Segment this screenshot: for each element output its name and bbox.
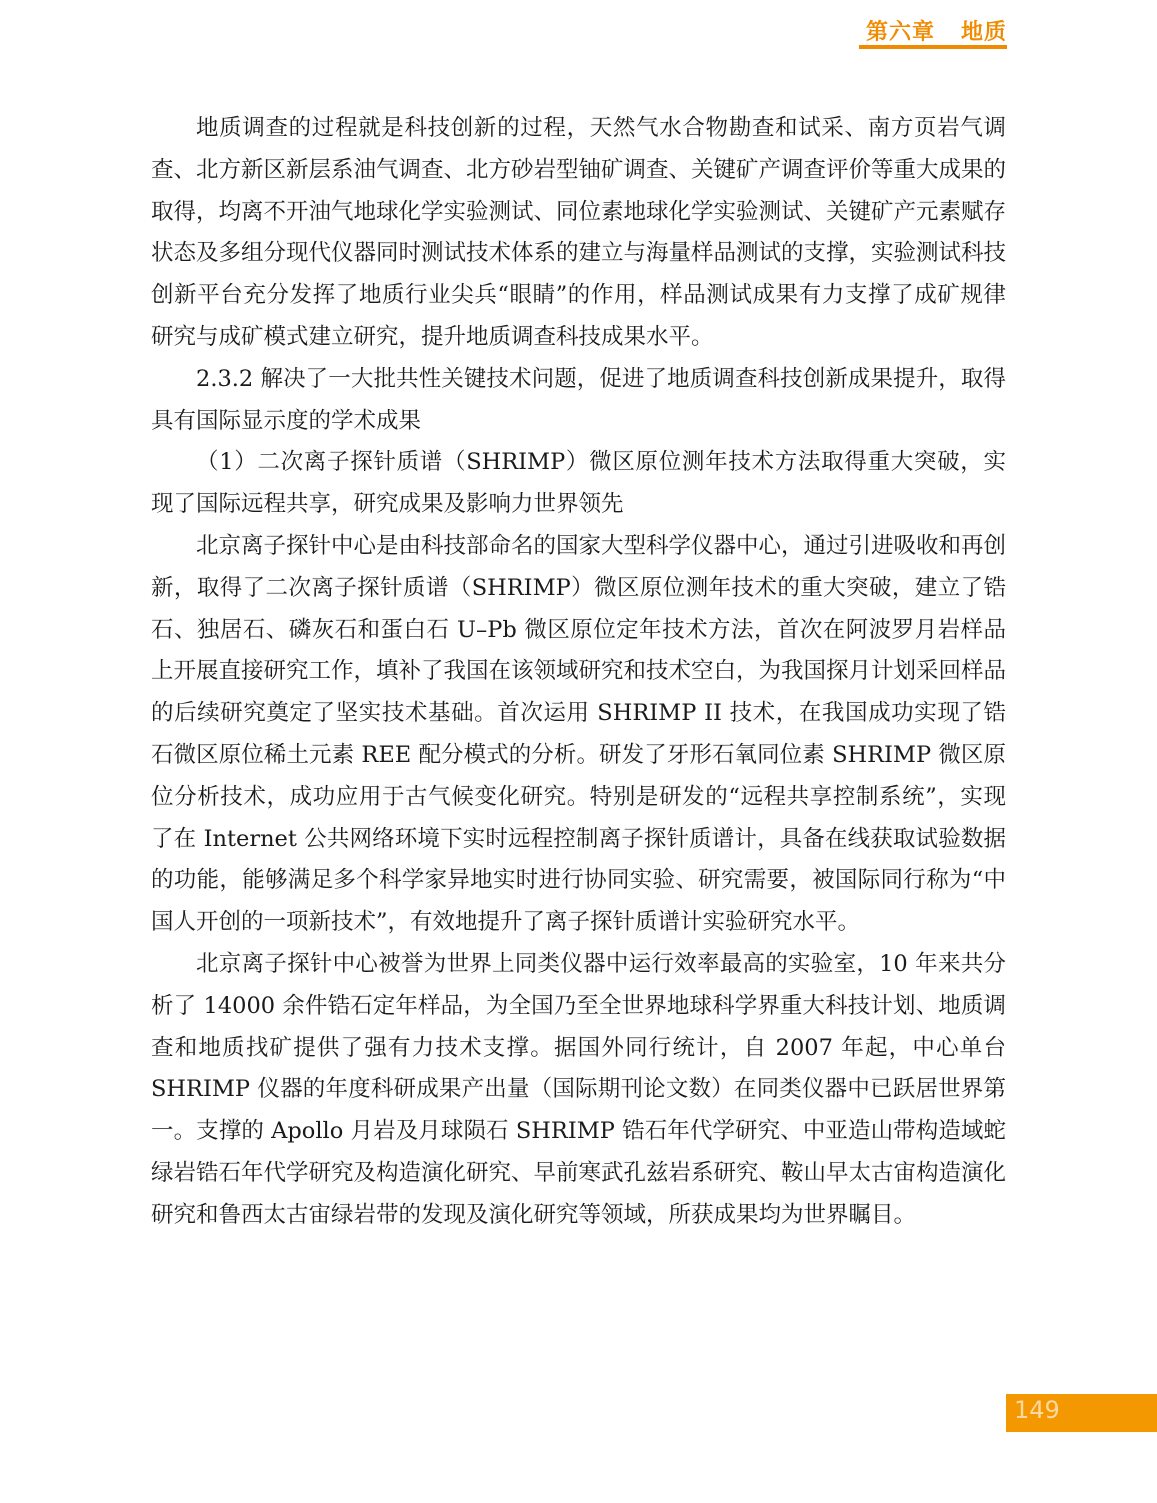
paragraph-shrimp: 北京离子探针中心是由科技部命名的国家大型科学仪器中心，通过引进吸收和再创新，取得了二次离子探针质谱（SHRIMP）微区原位测年技术的重大突破，建立了锆石、独居石、磷灰石和蛋白石 U–Pb 微区原位定年技术方法，首次在阿波罗月岩样品上开展直接研究工作，填补了我国在该领域研究和技术空白，为我国探月计划采回样品的后续研究奠定了坚实技术基础。首次运用 SHRIMP II 技术，在我国成功实现了锆石微区原位稀土元素 REE 配分模式的分析。研发了牙形石氧同位素 SHRIMP 微区原位分析技术，成功应用于古气候变化研究。特别是研发的“远程共享控制系统”，实现了在 Internet 公共网络环境下实时远程控制离子探针质谱计，具备在线获取试验数据的功能，能够满足多个科学家异地实时进行协同实验、研究需要，被国际同行称为“中国人开创的一项新技术”，有效地提升了离子探针质谱计实验研究水平。: [151, 532, 1007, 936]
body-text: [151, 108, 1006, 1237]
page-number-tab: [1006, 1394, 1157, 1432]
section-heading: 2.3.2 解决了一大批共性关键技术问题，促进了地质调查科技创新成果提升，取得具有国际显示度的学术成果: [151, 365, 1006, 434]
page-number: 149: [1014, 1396, 1060, 1424]
running-header: [866, 12, 1007, 48]
paragraph-efficiency: 北京离子探针中心被誉为世界上同类仪器中运行效率最高的实验室，10 年来共分析了 14000 余件锆石定年样品，为全国乃至全世界地球科学界重大科技计划、地质调查和地质找矿提供了强有力技术支撑。据国外同行统计，自 2007 年起，中心单台 SHRIMP 仪器的年度科研成果产出量（国际期刊论文数）在同类仪器中已跃居世界第一。支撑的 Apollo 月岩及月球陨石 SHRIMP 锆石年代学研究、中亚造山带构造域蛇绿岩锆石年代学研究及构造演化研究、早前寒武孔兹岩系研究、鞍山早太古宙构造演化研究和鲁西太古宙绿岩带的发现及演化研究等领域，所获成果均为世界瞩目。: [151, 950, 1007, 1228]
header-chapter: 第六章: [865, 19, 935, 45]
header-section: 地质: [960, 19, 1007, 45]
header-underline: [859, 45, 1007, 49]
paragraph-intro: 地质调查的过程就是科技创新的过程，天然气水合物勘查和试采、南方页岩气调查、北方新区新层系油气调查、北方砂岩型铀矿调查、关键矿产调查评价等重大成果的取得，均离不开油气地球化学实验测试、同位素地球化学实验测试、关键矿产元素赋存状态及多组分现代仪器同时测试技术体系的建立与海量样品测试的支撑，实验测试科技创新平台充分发挥了地质行业尖兵“眼睛”的作用，样品测试成果有力支撑了成矿规律研究与成矿模式建立研究，提升地质调查科技成果水平。: [151, 115, 1007, 350]
subsection-heading: （1）二次离子探针质谱（SHRIMP）微区原位测年技术方法取得重大突破，实现了国际远程共享，研究成果及影响力世界领先: [151, 449, 1006, 518]
